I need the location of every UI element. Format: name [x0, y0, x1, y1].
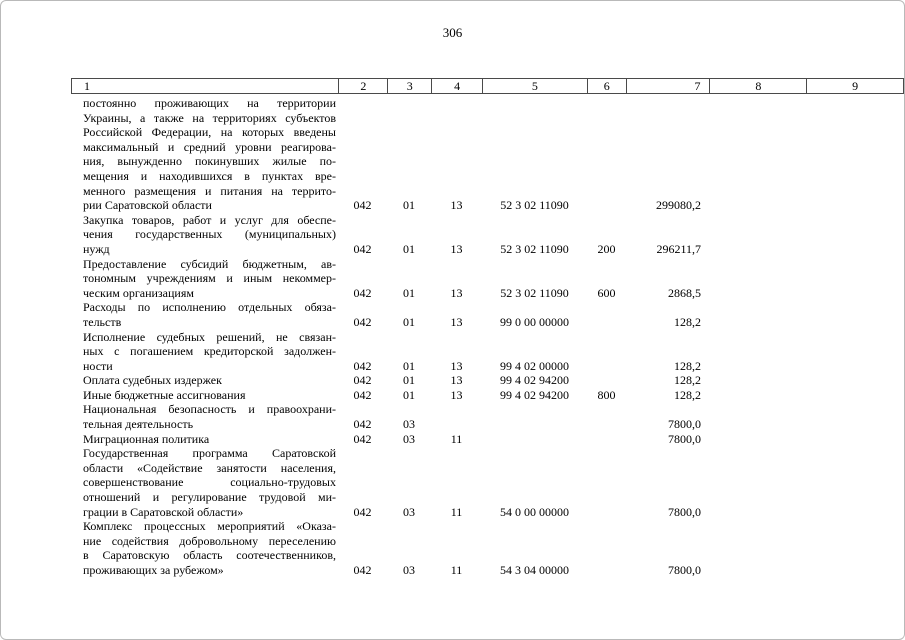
cell-col7: 296211,7 [656, 241, 701, 256]
cell-col3: 01 [403, 241, 415, 256]
page-number: 306 [442, 25, 463, 40]
cell-col4: 13 [450, 373, 463, 388]
cell-col4: 13 [450, 387, 463, 402]
cell-col3: 03 [403, 563, 415, 577]
desc-line: рии Саратовской области [83, 198, 212, 213]
desc-line: Иные бюджетные ассигнования [83, 387, 246, 402]
cell-col3: 01 [403, 314, 415, 329]
cell-col3: 01 [403, 373, 415, 388]
cell-col4: 13 [450, 198, 463, 213]
cell-col5: 99 4 02 94200 [500, 387, 569, 402]
desc-line: Государственная программа Саратовской [83, 446, 336, 461]
cell-col2: 042 [353, 358, 372, 373]
cell-col2: 042 [353, 241, 372, 256]
table-row [71, 446, 904, 519]
cell-col4: 13 [450, 358, 463, 373]
desc-line: грации в Саратовской области» [83, 504, 244, 519]
cell-col7: 128,2 [674, 314, 701, 329]
cell-col2: 042 [353, 417, 372, 432]
desc-line: тельств [83, 314, 122, 329]
cell-col2: 042 [353, 431, 372, 446]
cell-col5: 99 4 02 00000 [500, 358, 569, 373]
cell-col7: 128,2 [674, 358, 701, 373]
desc-line: постоянно проживающих на территории [83, 96, 336, 110]
desc-line: тономным учреждениям и иным некоммер- [83, 271, 336, 286]
cell-col5: 52 3 02 11090 [500, 241, 569, 256]
desc-line: проживающих за рубежом» [83, 563, 224, 577]
cell-col3: 01 [403, 387, 415, 402]
budget-table [71, 78, 904, 578]
table-row [71, 96, 904, 213]
cell-col4: 13 [450, 241, 463, 256]
cell-col5: 99 0 00 00000 [500, 314, 569, 329]
table-row [71, 402, 904, 431]
cell-col2: 042 [353, 387, 372, 402]
cell-col5: 54 0 00 00000 [500, 504, 569, 519]
desc-line: Национальная безопасность и правоохрани- [83, 402, 336, 417]
desc-line: отношений и регулирование трудовой ми- [83, 490, 336, 505]
table-row [71, 213, 904, 257]
desc-line: ния, вынужденно покинувших жилые по- [83, 154, 336, 169]
desc-line: нужд [83, 241, 110, 256]
cell-col7: 299080,2 [656, 198, 701, 213]
desc-line: Оплата судебных издержек [83, 373, 222, 388]
desc-line: совершенствование социально-трудовых [83, 475, 336, 490]
cell-col4: 11 [450, 563, 463, 577]
desc-line: Российской Федерации, на которых введены [83, 125, 336, 140]
cell-col3: 01 [403, 198, 415, 213]
desc-line: Миграционная политика [83, 431, 210, 446]
cell-col5: 52 3 02 11090 [500, 285, 569, 300]
header-col-3: 3 [387, 79, 431, 93]
expense-name-cell [71, 402, 338, 431]
desc-line: Исполнение судебных решений, не связан- [83, 329, 336, 344]
expense-name-cell [71, 213, 338, 257]
cell-col4: 11 [450, 431, 463, 446]
expense-name-cell [71, 373, 338, 388]
cell-col4: 13 [450, 314, 463, 329]
header-col-1: 1 [84, 79, 90, 93]
desc-line: ческим организациям [83, 285, 194, 300]
cell-col2: 042 [353, 198, 372, 213]
desc-line: менного размещения и питания на террито- [83, 183, 336, 198]
cell-col2: 042 [353, 373, 372, 388]
cell-col3: 03 [403, 431, 415, 446]
table-row [71, 300, 904, 329]
cell-col3: 01 [403, 358, 415, 373]
desc-line: области «Содействие занятости населения, [83, 460, 336, 475]
cell-col7: 2868,5 [668, 285, 701, 300]
cell-col7: 7800,0 [668, 504, 701, 519]
expense-name-cell [71, 388, 338, 403]
cell-col3: 03 [403, 504, 415, 519]
cell-col2: 042 [353, 285, 372, 300]
cell-col6: 800 [597, 387, 616, 402]
expense-name-cell [71, 96, 338, 213]
desc-line: Комплекс процессных мероприятий «Оказа- [83, 519, 336, 534]
table-row [71, 373, 904, 388]
expense-name-cell [71, 257, 338, 301]
cell-col7: 7800,0 [668, 417, 701, 432]
cell-col3: 03 [403, 417, 415, 432]
table-row [71, 388, 904, 403]
table-body [71, 96, 904, 578]
cell-col5: 52 3 02 11090 [500, 198, 569, 213]
cell-col7: 7800,0 [668, 431, 701, 446]
cell-col3: 01 [403, 285, 415, 300]
desc-line: ных с погашением кредиторской задолжен- [83, 344, 336, 359]
header-col-8: 8 [709, 79, 806, 93]
expense-name-cell [71, 519, 338, 577]
cell-col4: 13 [450, 285, 463, 300]
desc-line: Предоставление субсидий бюджетным, ав- [83, 256, 336, 271]
cell-col4: 11 [450, 504, 463, 519]
table-header-row [71, 78, 904, 94]
cell-col7: 128,2 [674, 387, 701, 402]
expense-name-cell [71, 446, 338, 519]
desc-line: в Саратовскую область соотечественников, [83, 548, 336, 563]
cell-col5: 54 3 04 00000 [500, 563, 569, 577]
desc-line: Украины, а также на территориях субъектов [83, 110, 336, 125]
header-col-2: 2 [338, 79, 387, 93]
header-col-4: 4 [431, 79, 482, 93]
expense-name-cell [71, 300, 338, 329]
cell-col6: 600 [597, 285, 616, 300]
expense-name-cell [71, 330, 338, 374]
desc-line: Закупка товаров, работ и услуг для обеспе- [83, 212, 336, 227]
desc-line: тельная деятельность [83, 417, 194, 432]
header-col-9: 9 [806, 79, 903, 93]
table-row [71, 257, 904, 301]
header-col-6: 6 [587, 79, 626, 93]
desc-line: чения государственных (муниципальных) [83, 227, 336, 242]
table-row [71, 519, 904, 577]
cell-col6: 200 [597, 241, 616, 256]
desc-line: Расходы по исполнению отдельных обяза- [83, 300, 336, 315]
desc-line: максимальный и средний уровни реагирова- [83, 139, 336, 154]
cell-col7: 128,2 [674, 373, 701, 388]
header-col-5: 5 [482, 79, 587, 93]
desc-line: мещения и находившихся в пунктах вре- [83, 168, 336, 183]
cell-col7: 7800,0 [668, 563, 701, 577]
cell-col2: 042 [353, 563, 372, 577]
desc-line: ности [83, 358, 113, 373]
cell-col2: 042 [353, 504, 372, 519]
header-col-7: 7 [626, 79, 710, 93]
cell-col2: 042 [353, 314, 372, 329]
cell-col5: 99 4 02 94200 [500, 373, 569, 388]
table-row [71, 432, 904, 447]
table-row [71, 330, 904, 374]
desc-line: ние содействия добровольному переселению [83, 533, 336, 548]
expense-name-cell [71, 432, 338, 447]
